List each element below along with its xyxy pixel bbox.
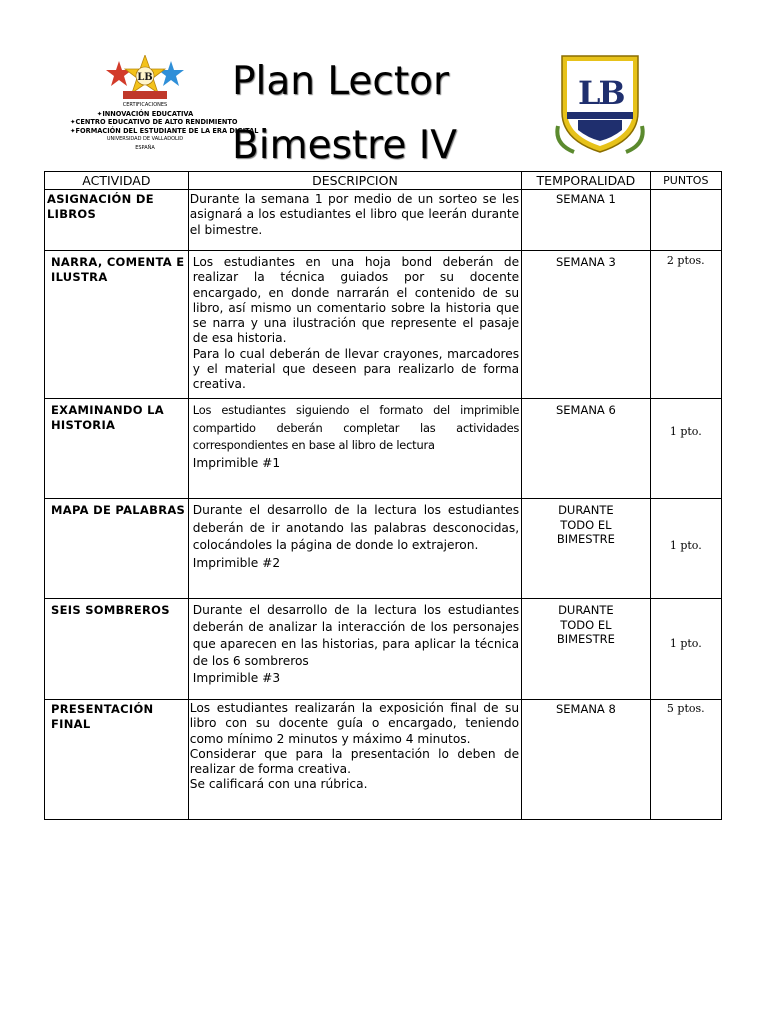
seal-line: ✦INNOVACIÓN EDUCATIVA [96, 109, 194, 118]
seal-line: ✦FORMACIÓN DEL ESTUDIANTE DE LA ERA DIGITAL [70, 126, 259, 135]
description-paragraph: Imprimible #2 [192, 555, 281, 570]
seal-line: UNIVERSIDAD DE VALLADOLID [106, 136, 184, 142]
points-value: 1 pto. [669, 425, 702, 438]
column-header-temporalidad: TEMPORALIDAD [522, 172, 650, 190]
table-row [45, 190, 722, 251]
cell-puntos: 2 ptos. [650, 251, 721, 399]
cell-temporalidad: SEMANA 1 [522, 190, 650, 251]
cell-temporalidad: DURANTE TODO EL BIMESTRE [522, 599, 650, 700]
cell-actividad: EXAMINANDO LA HISTORIA [45, 399, 189, 499]
cell-descripcion [188, 190, 521, 251]
table-row [45, 700, 722, 820]
table-header-row [45, 172, 722, 190]
seal-caption [70, 101, 259, 152]
description-paragraph: Se calificará con una rúbrica. [189, 777, 368, 792]
table-row [45, 251, 722, 399]
activities-table [44, 171, 722, 820]
description-paragraph: Imprimible #1 [192, 455, 281, 470]
star-seal-icon [105, 55, 185, 105]
seal-line: ✦CENTRO EDUCATIVO DE ALTO RENDIMIENTO [70, 118, 238, 126]
document-header [0, 0, 768, 172]
cell-actividad: SEIS SOMBREROS [45, 599, 189, 700]
cell-puntos [650, 499, 721, 599]
column-header-descripcion: DESCRIPCION [188, 172, 521, 190]
cell-temporalidad: DURANTE TODO EL BIMESTRE [522, 499, 650, 599]
seal-line: CERTIFICACIONES [122, 102, 168, 108]
cell-puntos: 5 ptos. [650, 700, 721, 820]
description-paragraph: Los estudiantes en una hoja bond deberán de realizar la técnica guiados por su docente encargado, en donde narrarán el contenido de su libro, así mismo un comentario sobre la historia que se narra y una ilustración que represente el pasaje de esa historia. [192, 255, 520, 346]
description-paragraph: Imprimible #3 [192, 671, 281, 685]
cell-temporalidad: SEMANA 3 [522, 251, 650, 399]
cell-actividad: NARRA, COMENTA E ILUSTRA [45, 251, 189, 399]
cell-puntos [650, 190, 721, 251]
crest-initials: LB [578, 74, 624, 112]
cell-puntos [650, 599, 721, 700]
cell-descripcion [188, 399, 521, 499]
cell-temporalidad: SEMANA 6 [522, 399, 650, 499]
description-paragraph: Para lo cual deberán de llevar crayones, marcadores y el material que deseen para realizarlo de forma creativa. [192, 346, 520, 392]
title-line-2: Bimestre IV [232, 123, 457, 168]
left-seal-logo [70, 55, 259, 151]
cell-puntos [650, 399, 721, 499]
cell-actividad: MAPA DE PALABRAS [45, 499, 189, 599]
description-paragraph: Durante la semana 1 por medio de un sorteo se les asignará a los estudiantes el libro que leerán durante el bimestre. [189, 192, 520, 237]
points-value: 1 pto. [669, 539, 702, 552]
table-row [45, 399, 722, 499]
svg-text:LB: LB [137, 72, 153, 83]
school-crest-logo [552, 52, 648, 158]
cell-actividad: PRESENTACIÓN FINAL [45, 700, 189, 820]
table-row [45, 599, 722, 700]
cell-descripcion [188, 599, 521, 700]
table-row [45, 499, 722, 599]
points-value: 1 pto. [669, 637, 702, 650]
cell-temporalidad: SEMANA 8 [522, 700, 650, 820]
description-paragraph: Los estudiantes realizarán la exposición final de su libro con su docente guía o encargado, teniendo como mínimo 2 minutos y máximo 4 minutos. [189, 701, 520, 746]
cell-actividad: ASIGNACIÓN DE LIBROS [45, 190, 189, 251]
description-paragraph: Durante el desarrollo de la lectura los estudiantes deberán de ir anotando las palabras desconocidas, colocándoles la página de donde lo extrajeron. [192, 503, 520, 552]
seal-line: ESPAÑA [135, 144, 155, 151]
cell-descripcion [188, 700, 521, 820]
column-header-actividad: ACTIVIDAD [45, 172, 189, 190]
cell-descripcion [188, 499, 521, 599]
description-paragraph: Considerar que para la presentación lo deben de realizar de forma creativa. [189, 746, 520, 777]
description-paragraph: Durante el desarrollo de la lectura los estudiantes deberán de analizar la interacción de los personajes que aparecen en las historias, para aplicar la técnica de los 6 sombreros [192, 603, 520, 668]
title-line-1: Plan Lector [232, 59, 450, 104]
description-paragraph: Los estudiantes siguiendo el formato del imprimible compartido deberán completar las actividades correspondientes en base al libro de lectura [192, 403, 520, 452]
page-title [232, 50, 482, 178]
cell-descripcion [188, 251, 521, 399]
column-header-puntos: PUNTOS [650, 172, 721, 190]
